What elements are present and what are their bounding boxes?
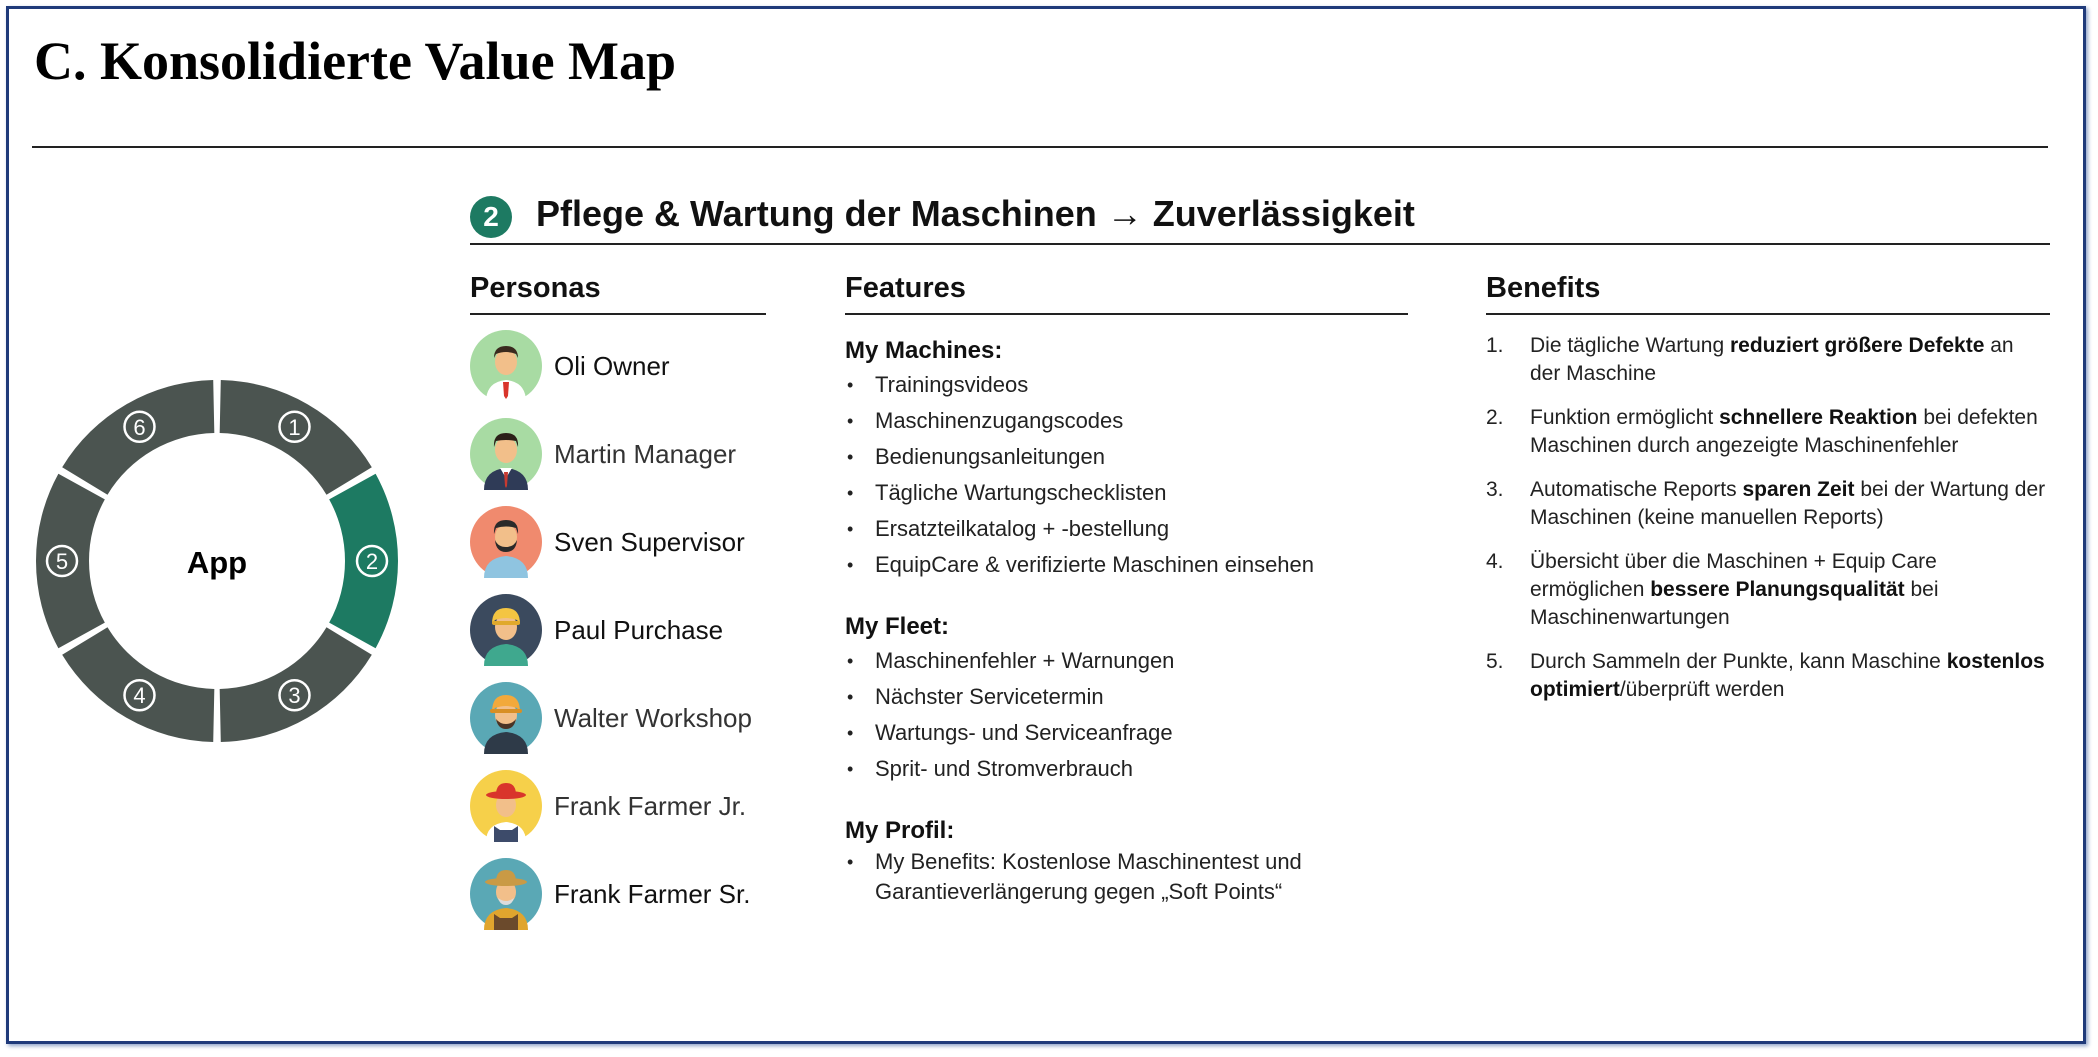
app-segment-ring xyxy=(32,376,402,746)
farmer-jr-avatar-icon xyxy=(470,770,542,842)
benefit-text: Funktion ermöglicht xyxy=(1530,406,1720,429)
benefit-text: bei der Wartung der Maschinen (keine manuellen Reports) xyxy=(1530,478,2046,529)
feature-group-my-machines xyxy=(845,337,1405,583)
benefit-text: Übersicht über die Maschinen + Equip Care ermöglichen xyxy=(1530,550,1937,601)
persona-name: Walter Workshop xyxy=(554,702,752,733)
persona-frank-farmer-sr xyxy=(470,857,800,931)
feature-item: • Maschinenzugangscodes xyxy=(845,403,1405,439)
ring-segment-number: 4 xyxy=(133,683,146,709)
benefit-highlight: sparen Zeit xyxy=(1742,478,1855,501)
benefit-number: 3. xyxy=(1486,478,1504,501)
personas-column-divider xyxy=(470,313,766,315)
features-column-divider xyxy=(845,313,1408,315)
feature-group-title: My Profil: xyxy=(845,817,955,844)
persona-name: Sven Supervisor xyxy=(554,526,745,557)
benefit-text: Automatische Reports xyxy=(1530,478,1743,501)
benefits-column-divider xyxy=(1486,313,2050,315)
benefit-text: /überprüft werden xyxy=(1619,678,1785,701)
persona-name: Martin Manager xyxy=(554,438,737,469)
workshop-avatar-icon xyxy=(470,682,542,754)
feature-item: • Bedienungsanleitungen xyxy=(845,439,1405,475)
features-list xyxy=(845,337,1405,937)
persona-walter-workshop xyxy=(470,681,800,755)
benefits-list xyxy=(1486,332,2046,720)
ring-segment-number: 6 xyxy=(133,414,146,440)
benefit-item xyxy=(1486,332,2046,388)
persona-martin-manager xyxy=(470,417,800,491)
feature-item: • Tägliche Wartungschecklisten xyxy=(845,475,1405,511)
feature-item: • Maschinenfehler + Warnungen xyxy=(845,643,1405,679)
benefit-item xyxy=(1486,548,2046,632)
ring-segment-number: 3 xyxy=(288,683,301,709)
benefit-number: 4. xyxy=(1486,550,1504,573)
benefits-column-header: Benefits xyxy=(1486,272,1601,304)
benefit-highlight: schnellere Reaktion xyxy=(1719,406,1918,429)
feature-item: • Nächster Servicetermin xyxy=(845,679,1405,715)
persona-oli-owner xyxy=(470,329,800,403)
page-title: C. Konsolidierte Value Map xyxy=(34,31,677,91)
feature-item: • My Benefits: Kostenlose Maschinentest und Garantieverlängerung gegen „Soft Points“ xyxy=(845,847,1405,907)
section-number-badge: 2 xyxy=(470,196,512,238)
benefit-text: Durch Sammeln der Punkte, kann Maschine xyxy=(1530,650,1947,673)
benefit-text: Die tägliche Wartung xyxy=(1530,334,1730,357)
feature-item: • EquipCare & verifizierte Maschinen einsehen xyxy=(845,547,1405,583)
benefit-item xyxy=(1486,404,2046,460)
feature-item: • Sprit- und Stromverbrauch xyxy=(845,751,1405,787)
feature-item: • Trainingsvideos xyxy=(845,367,1405,403)
persona-sven-supervisor xyxy=(470,505,800,579)
feature-item: • Wartungs- und Serviceanfrage xyxy=(845,715,1405,751)
benefit-text: an der Maschine xyxy=(1530,334,2014,385)
persona-paul-purchase xyxy=(470,593,800,667)
section-header xyxy=(470,190,2050,246)
ring-segment-number: 2 xyxy=(365,549,379,574)
features-column-header: Features xyxy=(845,272,966,304)
farmer-sr-avatar-icon xyxy=(470,858,542,930)
benefit-item xyxy=(1486,476,2046,532)
manager-avatar-icon xyxy=(470,418,542,490)
benefit-text: bei defekten Maschinen durch angezeigte Maschinenfehler xyxy=(1530,406,2038,457)
benefit-highlight: reduziert größere Defekte xyxy=(1729,334,1985,357)
ring-segment-number: 1 xyxy=(288,414,301,440)
feature-group-title: My Machines: xyxy=(845,337,1003,364)
persona-name: Oli Owner xyxy=(554,350,670,381)
section-divider xyxy=(470,243,2050,245)
supervisor-avatar-icon xyxy=(470,506,542,578)
persona-name: Paul Purchase xyxy=(554,614,724,645)
feature-item: • Ersatzteilkatalog + -bestellung xyxy=(845,511,1405,547)
persona-name: Frank Farmer Jr. xyxy=(554,790,747,821)
ring-segment-number: 5 xyxy=(55,549,69,574)
benefit-item xyxy=(1486,648,2046,704)
benefit-number: 2. xyxy=(1486,406,1504,429)
benefit-number: 5. xyxy=(1486,650,1504,673)
feature-group-title: My Fleet: xyxy=(845,613,950,640)
benefit-highlight: bessere Planungsqualität xyxy=(1650,578,1905,601)
persona-name: Frank Farmer Sr. xyxy=(554,878,751,909)
personas-column-header: Personas xyxy=(470,272,601,304)
purchase-avatar-icon xyxy=(470,594,542,666)
ring-center-label: App xyxy=(186,545,248,580)
section-title: Pflege & Wartung der Maschinen → Zuverlässigkeit xyxy=(536,193,1415,234)
benefit-highlight: kostenlos optimiert xyxy=(1530,650,2045,701)
benefit-number: 1. xyxy=(1486,334,1504,357)
feature-group-my-fleet xyxy=(845,613,1405,787)
title-divider xyxy=(32,146,2048,148)
owner-avatar-icon xyxy=(470,330,542,402)
feature-group-my-profil xyxy=(845,817,1405,907)
benefit-text: bei Maschinenwartungen xyxy=(1530,578,1939,629)
persona-frank-farmer-jr xyxy=(470,769,800,843)
